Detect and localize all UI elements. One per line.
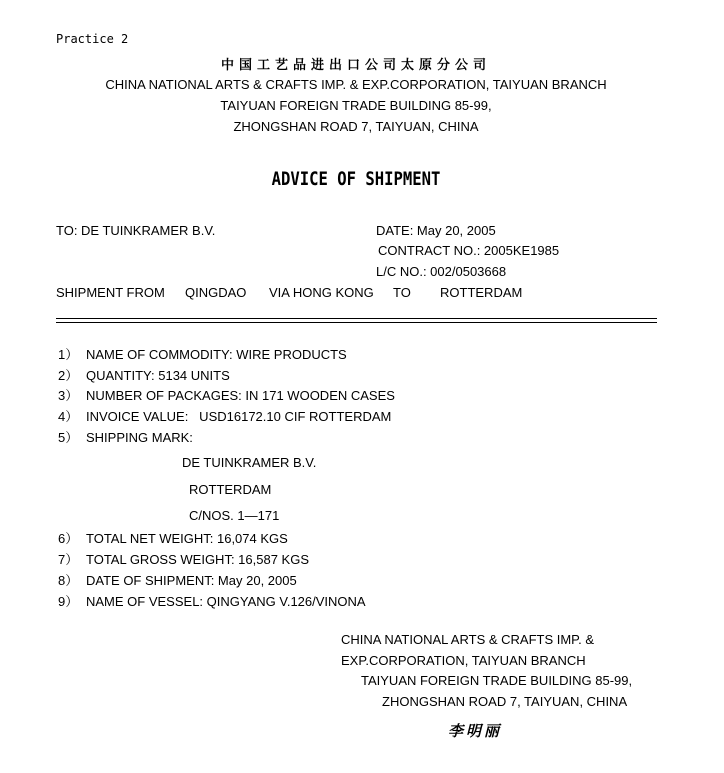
item-text: NUMBER OF PACKAGES: IN 171 WOODEN CASES xyxy=(86,388,395,403)
sender-line2: EXP.CORPORATION, TAIYUAN BRANCH xyxy=(341,653,586,668)
item-number: 8） xyxy=(58,573,79,588)
item-number: 4） xyxy=(58,409,79,424)
shipment-from-label: SHIPMENT FROM xyxy=(56,285,165,300)
date-field: DATE: May 20, 2005 xyxy=(376,223,496,238)
company-name: CHINA NATIONAL ARTS & CRAFTS IMP. & EXP.CORPORATION, TAIYUAN BRANCH xyxy=(105,77,607,92)
sender-line3: TAIYUAN FOREIGN TRADE BUILDING 85-99, xyxy=(361,673,633,688)
list-item xyxy=(58,409,391,425)
item-number: 5） xyxy=(58,430,79,445)
item-text: TOTAL GROSS WEIGHT: 16,587 KGS xyxy=(86,552,309,567)
shipping-mark-line3: C/NOS. 1—171 xyxy=(189,508,280,523)
item-text: SHIPPING MARK: xyxy=(86,430,193,445)
divider-top xyxy=(56,318,657,319)
company-address-line1: TAIYUAN FOREIGN TRADE BUILDING 85-99, xyxy=(220,98,492,113)
divider-bottom xyxy=(56,322,657,323)
item-text: DATE OF SHIPMENT: May 20, 2005 xyxy=(86,573,297,588)
item-text: INVOICE VALUE: USD16172.10 CIF ROTTERDAM xyxy=(86,409,392,424)
contract-number: CONTRACT NO.: 2005KE1985 xyxy=(378,243,560,258)
signature: 李明丽 xyxy=(448,722,503,740)
company-chinese-name: 中国工艺品进出口公司太原分公司 xyxy=(220,57,491,72)
company-address-line2: ZHONGSHAN ROAD 7, TAIYUAN, CHINA xyxy=(233,119,479,134)
item-text: NAME OF VESSEL: QINGYANG V.126/VINONA xyxy=(86,594,366,609)
item-number: 7） xyxy=(58,552,79,567)
document-title: ADVICE OF SHIPMENT xyxy=(271,168,441,190)
item-number: 9） xyxy=(58,594,79,609)
sender-line4: ZHONGSHAN ROAD 7, TAIYUAN, CHINA xyxy=(382,694,628,709)
item-number: 1） xyxy=(58,347,79,362)
shipment-origin: QINGDAO xyxy=(185,285,247,300)
shipment-to-label: TO xyxy=(393,285,411,300)
item-number: 2） xyxy=(58,368,79,383)
item-text: NAME OF COMMODITY: WIRE PRODUCTS xyxy=(86,347,347,362)
item-number: 3） xyxy=(58,388,79,403)
item-text: TOTAL NET WEIGHT: 16,074 KGS xyxy=(86,531,288,546)
practice-label: Practice 2 xyxy=(56,32,129,46)
shipment-via: VIA HONG KONG xyxy=(269,285,374,300)
sender-line1: CHINA NATIONAL ARTS & CRAFTS IMP. & xyxy=(341,632,595,647)
list-item xyxy=(58,368,230,384)
list-item xyxy=(58,552,309,568)
addressee: TO: DE TUINKRAMER B.V. xyxy=(56,223,216,238)
list-item xyxy=(58,573,297,589)
list-item xyxy=(58,594,366,610)
shipping-mark-line2: ROTTERDAM xyxy=(189,482,272,497)
item-number: 6） xyxy=(58,531,79,546)
lc-number: L/C NO.: 002/0503668 xyxy=(376,264,507,279)
list-item xyxy=(58,430,193,446)
list-item xyxy=(58,347,347,363)
item-text: QUANTITY: 5134 UNITS xyxy=(86,368,230,383)
list-item xyxy=(58,531,288,547)
shipping-mark-line1: DE TUINKRAMER B.V. xyxy=(182,455,317,470)
shipment-destination: ROTTERDAM xyxy=(440,285,523,300)
list-item xyxy=(58,388,395,404)
